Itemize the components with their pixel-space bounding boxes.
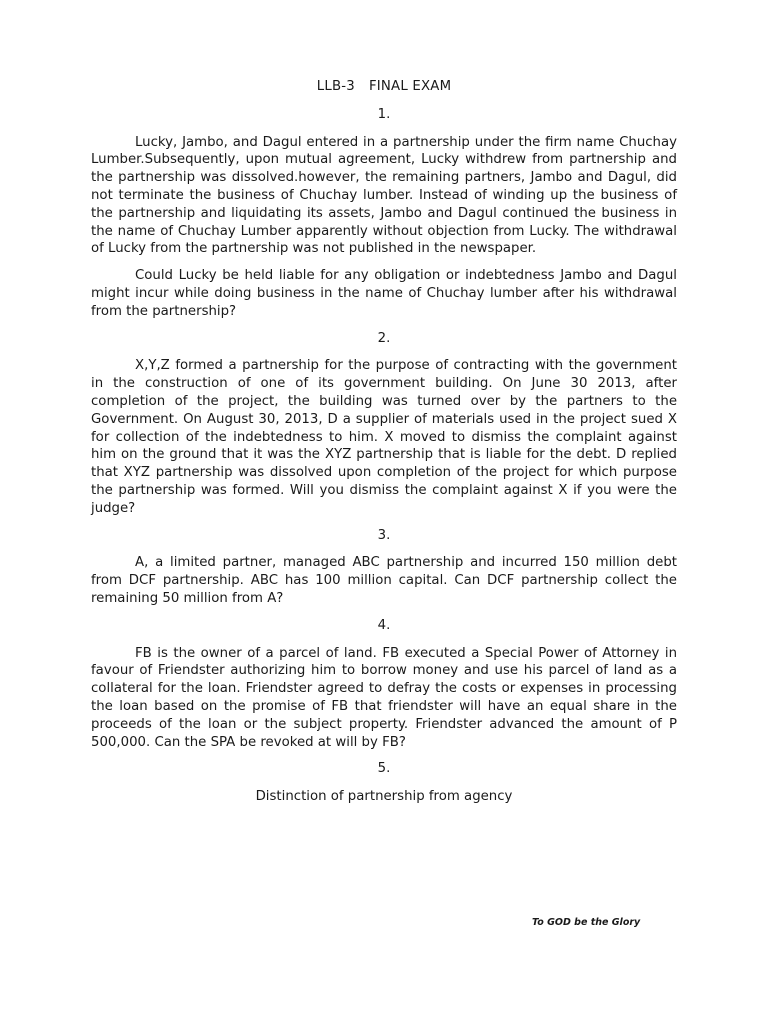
question-3-number: 3. (377, 527, 391, 543)
exam-title-name: FINAL EXAM (368, 79, 452, 94)
exam-title (91, 78, 677, 96)
question-3-paragraph-1: A, a limited partner, managed ABC partnership and incurred 150 million debt from DCF partnership. ABC has 100 million capital. Can DCF partnership collect the remaining 50 million from A? (91, 555, 677, 606)
question-5-text: Distinction of partnership from agency (255, 789, 513, 805)
question-1-paragraph-2: Could Lucky be held liable for any obligation or indebtedness Jambo and Dagul might incur while doing business in the name of Chuchay lumber after his withdrawal from the partnership? (91, 268, 677, 319)
exam-title-code: LLB-3 (316, 79, 355, 94)
question-5-number: 5. (377, 761, 391, 777)
question-2-number: 2. (377, 330, 391, 346)
question-1-number: 1. (377, 106, 391, 122)
question-1-paragraph-1: Lucky, Jambo, and Dagul entered in a partnership under the firm name Chuchay Lumber.Subsequently, upon mutual agreement, Lucky withdrew from partnership and the partnership was dissolved.however, the remaining partners, Jambo and Dagul, did not terminate the business of Chuchay lumber. Instead of winding up the business of the partnership and liquidating its assets, Jambo and Dagul continued the business in the name of Chuchay Lumber apparently without objection from Lucky. The withdrawal of Lucky from the partnership was not published in the newspaper. (91, 134, 677, 257)
question-4-paragraph-1: FB is the owner of a parcel of land. FB executed a Special Power of Attorney in favour of Friendster authorizing him to borrow money and use his parcel of land as a collateral for the loan. Friendster agreed to defray the costs or expenses in processing the loan based on the promise of FB that friendster will have an equal share in the proceeds of the loan or the subject property. Friendster advanced the amount of P 500,000. Can the SPA be revoked at will by FB? (91, 645, 677, 750)
footer-motto: To GOD be the Glory (532, 917, 641, 928)
question-2-paragraph-1: X,Y,Z formed a partnership for the purpose of contracting with the government in the construction of one of its government building. On June 30 2013, after completion of the project, the building was turned over by the partners to the Government. On August 30, 2013, D a supplier of materials used in the project sued X for collection of the indebtedness to him. X moved to dismiss the complaint against him on the ground that it was the XYZ partnership that is liable for the debt. D replied that XYZ partnership was dissolved upon completion of the project for which purpose the partnership was formed. Will you dismiss the complaint against X if you were the judge? (91, 358, 677, 516)
question-4-number: 4. (377, 617, 391, 633)
exam-document (91, 78, 677, 806)
